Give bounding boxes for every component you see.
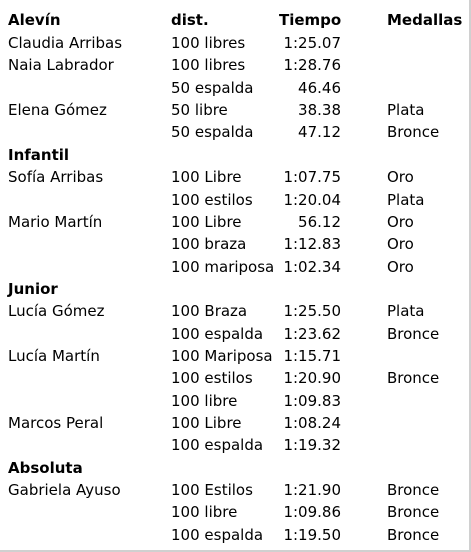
swimmer-name: Sofía Arribas — [8, 168, 104, 187]
event-distance: 100 estilos — [171, 190, 253, 209]
event-distance: 100 libres — [171, 34, 246, 52]
event-distance: 100 Libre — [171, 168, 242, 187]
medal: Bronce — [387, 369, 440, 388]
category-heading: Junior — [8, 279, 58, 298]
swim-time: 1:02.34 — [283, 257, 341, 276]
medal: Bronce — [387, 324, 440, 343]
swim-time: 1:19.32 — [283, 436, 341, 455]
swim-time: 1:20.90 — [283, 369, 341, 388]
event-distance: 100 libres — [171, 56, 246, 75]
swim-time: 1:12.83 — [283, 235, 341, 254]
category-row — [0, 457, 471, 479]
swimmer-name: Lucía Gómez — [8, 302, 105, 321]
swim-time: 1:25.50 — [283, 302, 341, 321]
medal: Oro — [387, 212, 414, 231]
event-distance: 100 libre — [171, 503, 238, 522]
category-heading: Alevín — [8, 11, 61, 29]
swim-time: 1:25.07 — [283, 34, 341, 52]
table-row — [0, 121, 471, 143]
table-row — [0, 233, 471, 255]
event-distance: 50 libre — [171, 101, 228, 120]
swim-time: 1:08.24 — [283, 414, 341, 432]
swim-time: 1:28.76 — [283, 56, 341, 75]
table-row — [0, 412, 471, 434]
category-heading: Infantil — [8, 145, 70, 164]
table-row — [0, 390, 471, 412]
swim-time: 1:09.86 — [283, 503, 341, 522]
swim-time: 1:19.50 — [283, 525, 341, 544]
swim-time: 1:20.04 — [283, 190, 341, 209]
medal: Bronce — [387, 481, 440, 499]
table-row — [0, 501, 471, 523]
swim-time: 38.38 — [298, 101, 341, 120]
swimmer-name: Marcos Peral — [8, 414, 104, 432]
swim-time: 47.12 — [298, 123, 341, 142]
table-row — [0, 32, 471, 54]
event-distance: 100 Braza — [171, 302, 248, 321]
table-row — [0, 434, 471, 456]
medal: Oro — [387, 235, 414, 254]
table-row — [0, 211, 471, 233]
event-distance: 100 estilos — [171, 369, 253, 388]
table-row — [0, 166, 471, 188]
table-row — [0, 345, 471, 367]
swim-time: 1:09.83 — [283, 391, 341, 410]
category-row — [0, 144, 471, 166]
event-distance: 100 Estilos — [171, 481, 253, 499]
event-distance: 100 braza — [171, 235, 247, 254]
medal: Bronce — [387, 123, 440, 142]
medal: Oro — [387, 257, 414, 276]
table-row — [0, 99, 471, 121]
medal: Plata — [387, 302, 425, 321]
table-row — [0, 189, 471, 211]
event-distance: 50 espalda — [171, 78, 254, 97]
event-distance: 50 espalda — [171, 123, 254, 142]
swimmer-name: Lucía Martín — [8, 346, 100, 365]
event-distance: 100 Libre — [171, 414, 242, 432]
category-row — [0, 278, 471, 300]
event-distance: 100 Libre — [171, 212, 242, 231]
table-row — [0, 54, 471, 76]
swim-time: 1:21.90 — [283, 481, 341, 499]
medal: Bronce — [387, 503, 440, 522]
event-distance: 100 espalda — [171, 525, 264, 544]
table-row — [0, 323, 471, 345]
swimmer-name: Elena Gómez — [8, 101, 107, 120]
medals-column-header: Medallas — [387, 11, 463, 29]
swimmer-name: Naia Labrador — [8, 56, 114, 75]
event-distance: 100 espalda — [171, 324, 264, 343]
swim-time: 1:23.62 — [283, 324, 341, 343]
swimmer-name: Claudia Arribas — [8, 34, 123, 52]
medal: Plata — [387, 190, 425, 209]
swim-time: 1:15.71 — [283, 346, 341, 365]
event-distance: 100 espalda — [171, 436, 264, 455]
event-distance: 100 libre — [171, 391, 238, 410]
table-row — [0, 479, 471, 501]
medal: Oro — [387, 168, 414, 187]
table-row — [0, 300, 471, 322]
header-row — [0, 9, 471, 31]
table-row — [0, 77, 471, 99]
category-heading: Absoluta — [8, 458, 83, 477]
time-column-header: Tiempo — [279, 11, 342, 29]
event-distance: 100 Mariposa — [171, 346, 273, 365]
table-row — [0, 367, 471, 389]
swim-time: 1:07.75 — [283, 168, 341, 187]
event-distance: 100 mariposa — [171, 257, 275, 276]
swim-time: 46.46 — [298, 78, 341, 97]
swim-time: 56.12 — [298, 212, 341, 231]
distance-column-header: dist. — [171, 11, 209, 29]
swimmer-name: Mario Martín — [8, 212, 103, 231]
medal: Plata — [387, 101, 425, 120]
swimmer-name: Gabriela Ayuso — [8, 481, 121, 499]
table-row — [0, 256, 471, 278]
medal: Bronce — [387, 525, 440, 544]
table-row — [0, 524, 471, 546]
